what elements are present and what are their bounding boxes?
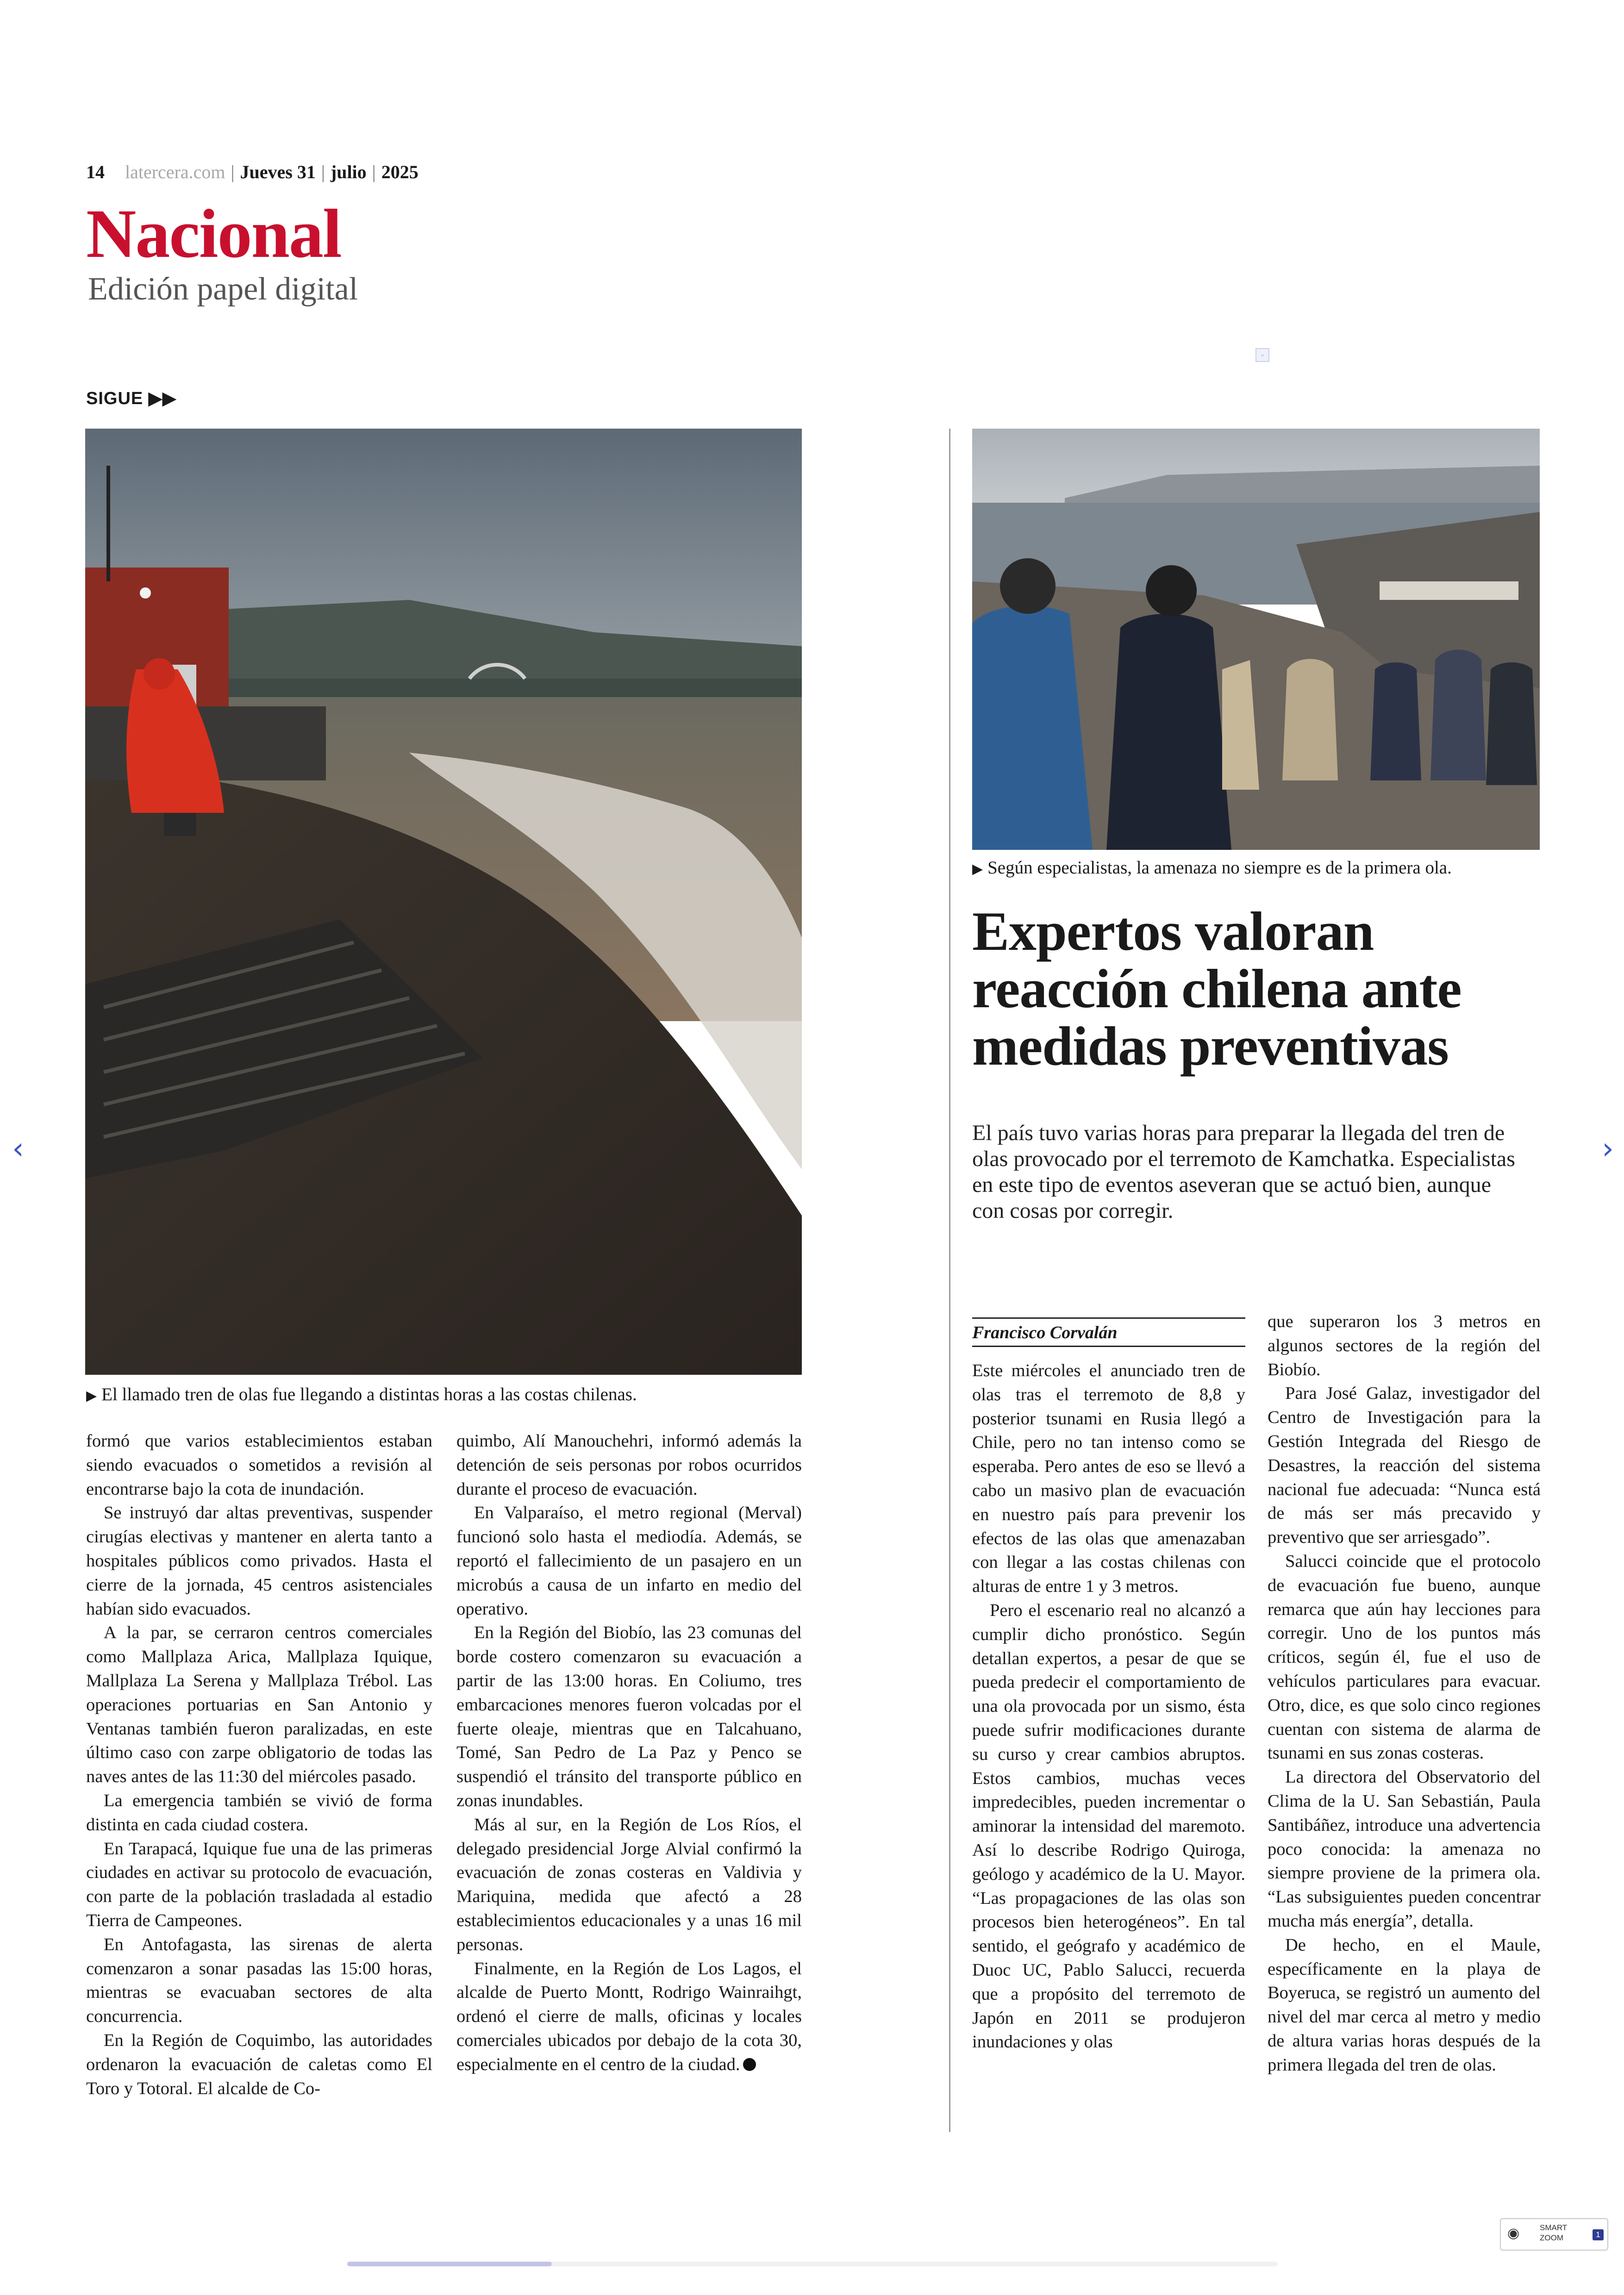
smart-zoom-count: 1: [1593, 2229, 1604, 2240]
body-paragraph: La directora del Observatorio del Clima de la U. San Sebastián, Paula Santibáñez, introduce una advertencia poco conocida: la amenaza no siempre proviene de la primera ola. “Las subsiguientes pueden concentrar mucha más energía”, detalla.: [1268, 1767, 1541, 1931]
body-paragraph: La emergencia también se vivió de forma distinta en cada ciudad costera.: [86, 1790, 432, 1834]
body-paragraph: Más al sur, en la Región de Los Ríos, el delegado presidencial Jorge Alvial confirmó la evacuación de zonas costeras en Valdivia y Mariquina, medida que afectó a 28 establecimientos educacionales y a unas 16 mil personas.: [456, 1815, 802, 1954]
folio-line: [86, 161, 418, 183]
body-paragraph: En Antofagasta, las sirenas de alerta comenzaron a sonar pasadas las 15:00 horas, mientras se evacuaban sectores de alta concurrencia.: [86, 1934, 432, 2027]
body-column-3: [972, 1359, 1245, 2054]
section-title: Nacional: [86, 195, 341, 272]
folio-year: 2025: [381, 162, 418, 182]
body-paragraph: Pero el escenario real no alcanzó a cumplir dicho pronóstico. Según detallan expertos, a pesar de que se pueda predecir el comportamiento de una ola provocada por un sismo, ésta puede sufrir modificaciones durante su curso y crear cambios abruptos. Estos cambios, muchas veces impredecibles, pueden incrementar o aminorar la intensidad del maremoto. Así lo describe Rodrigo Quiroga, geólogo y académico de la U. Mayor. “Las propagaciones de las olas son procesos bien heterogéneos”. En tal sentido, el geógrafo y académico de Duoc UC, Pablo Salucci, recuerda que a propósito del terremoto de Japón en 2011 se produjeron inundaciones y olas: [972, 1600, 1245, 2052]
caption-text: Según especialistas, la amenaza no siempre es de la primera ola.: [987, 858, 1452, 878]
body-paragraph: Se instruyó dar altas preventivas, suspender cirugías electivas y mantener en alerta tanto a hospitales públicos como privados. Hasta el cierre de la jornada, 45 centros asistenciales habían sido evacuados.: [86, 1503, 432, 1619]
article-byline: Francisco Corvalán: [972, 1317, 1245, 1347]
caption-triangle-icon: ▶: [972, 861, 983, 877]
body-column-1: [86, 1429, 432, 2101]
body-paragraph: De hecho, en el Maule, específicamente en la playa de Boyeruca, se registró un aumento del nivel del mar cerca al metro y medio de altura varias horas después de la primera llegada del tren de olas.: [1268, 1935, 1541, 2075]
edition-label: Edición papel digital: [88, 271, 358, 307]
page-progress-fill: [347, 2262, 552, 2266]
folio-month: julio: [330, 162, 367, 182]
body-paragraph: En Valparaíso, el metro regional (Merval) funcionó solo hasta el mediodía. Además, se reportó el fallecimiento de un pasajero en un microbús a causa de un infarto en medio del operativo.: [456, 1503, 802, 1619]
chevron-left-icon: ‹: [12, 1132, 24, 1166]
smart-zoom-label: SMART ZOOM: [1540, 2223, 1567, 2242]
body-paragraph: Salucci coincide que el protocolo de evacuación fue bueno, aunque remarca que aún hay lecciones para corregir. Uno de los puntos más críticos, según él, fue el uso de vehículos particulares para evacuar. Otro, dice, es que solo cinco regiones cuentan con sistema de alarma de tsunami en sus zonas costeras.: [1268, 1551, 1541, 1763]
headline-line: Expertos valoran: [972, 900, 1374, 962]
chevron-right-icon: ›: [1602, 1132, 1614, 1166]
article-dek: El país tuvo varias horas para preparar la llegada del tren de olas provocado por el terremoto de Kamchatka. Especialistas en este tipo de eventos aseveran que se actuó bien, aunque con cosas por corregir.: [972, 1121, 1515, 1223]
body-column-4: [1268, 1310, 1541, 2077]
eye-icon: ◉: [1507, 2225, 1520, 2241]
body-paragraph: En la Región del Biobío, las 23 comunas del borde costero comenzaron su evacuación a partir de las 13:00 horas. En Coliumo, tres embarcaciones menores fueron volcadas por el fuerte oleaje, mientras que en Talcahuano, Tomé, San Pedro de La Paz y Penco se suspendió el tránsito del transporte público en zonas inundables.: [456, 1623, 802, 1810]
folio-day: Jueves 31: [240, 162, 316, 182]
photo-flooded-coast-image: [85, 429, 802, 1375]
smart-zoom-button[interactable]: [1500, 2218, 1608, 2251]
photo-flooded-coast: [85, 429, 802, 1375]
body-paragraph: Este miércoles el anunciado tren de olas tras el terremoto de 8,8 y posterior tsunami en Rusia llegó a Chile, pero no tan intenso como se esperaba. Pero antes de eso se llevó a cabo un masivo plan de evacuación en nuestro país para prevenir los efectos de las olas que amenazaban con llegar a las costas chilenas con alturas de entre 1 y 3 metros.: [972, 1361, 1245, 1597]
headline-line: medidas preventivas: [972, 1015, 1449, 1077]
headline-line: reacción chilena ante: [972, 958, 1462, 1019]
body-paragraph: quimbo, Alí Manouchehri, informó además la detención de seis personas por robos ocurridos durante el proceso de evacuación.: [456, 1431, 802, 1499]
caption-text: El llamado tren de olas fue llegando a distintas horas a las costas chilenas.: [101, 1384, 637, 1404]
page-marker-icon[interactable]: ▫: [1255, 348, 1269, 362]
site-name: latercera.com: [125, 162, 225, 182]
body-paragraph: Para José Galaz, investigador del Centro de Investigación para la Gestión Integrada del Riesgo de Desastres, la reacción del sistema nacional fue adecuada: “Nunca está de más ser más precavido y preventivo que ser arriesgado”.: [1268, 1384, 1541, 1547]
body-paragraph: que superaron los 3 metros en algunos sectores de la región del Biobío.: [1268, 1312, 1541, 1379]
body-paragraph: En Tarapacá, Iquique fue una de las primeras ciudades en activar su protocolo de evacuación, con parte de la población trasladada al estadio Tierra de Campeones.: [86, 1839, 432, 1930]
page-number: 14: [86, 162, 105, 182]
end-mark-icon: [743, 2058, 756, 2071]
folio-separator: |: [321, 162, 325, 182]
body-paragraph-text: Finalmente, en la Región de Los Lagos, el alcalde de Puerto Montt, Rodrigo Wainraihgt, ordenó el cierre de malls, oficinas y locales comerciales ubicados por debajo de la cota 30, especialmente en el centro de la ciudad.: [456, 1958, 802, 2074]
next-page-button[interactable]: [1596, 1130, 1619, 1167]
folio-separator: |: [372, 162, 376, 182]
article-headline: [972, 900, 1574, 1077]
body-paragraph: formó que varios establecimientos estaban siendo evacuados o sometidos a revisión al encontrarse bajo la cota de inundación.: [86, 1431, 432, 1499]
photo-people-watching-image: [972, 429, 1540, 850]
sigue-link[interactable]: SIGUE ▶▶: [86, 389, 177, 408]
body-column-2: [456, 1429, 802, 2077]
body-paragraph: A la par, se cerraron centros comerciales como Mallplaza Arica, Mallplaza Iquique, Mallplaza La Serena y Mallplaza Trébol. Las operaciones portuarias en San Antonio y Ventanas también fueron paralizadas, en este último caso con zarpe obligatorio de todas las naves antes de las 11:30 del miércoles pasado.: [86, 1623, 432, 1787]
column-divider: [949, 429, 950, 2132]
photo-caption-right: [972, 857, 1452, 878]
photo-people-watching: [972, 429, 1540, 850]
folio-separator: |: [231, 162, 235, 182]
body-paragraph: En la Región de Coquimbo, las autoridades ordenaron la evacuación de caletas como El Toro y Totoral. El alcalde de Co-: [86, 2030, 432, 2098]
caption-triangle-icon: ▶: [86, 1388, 97, 1403]
prev-page-button[interactable]: [6, 1130, 30, 1167]
photo-caption-left: [86, 1384, 637, 1405]
body-paragraph: [456, 1957, 802, 2077]
